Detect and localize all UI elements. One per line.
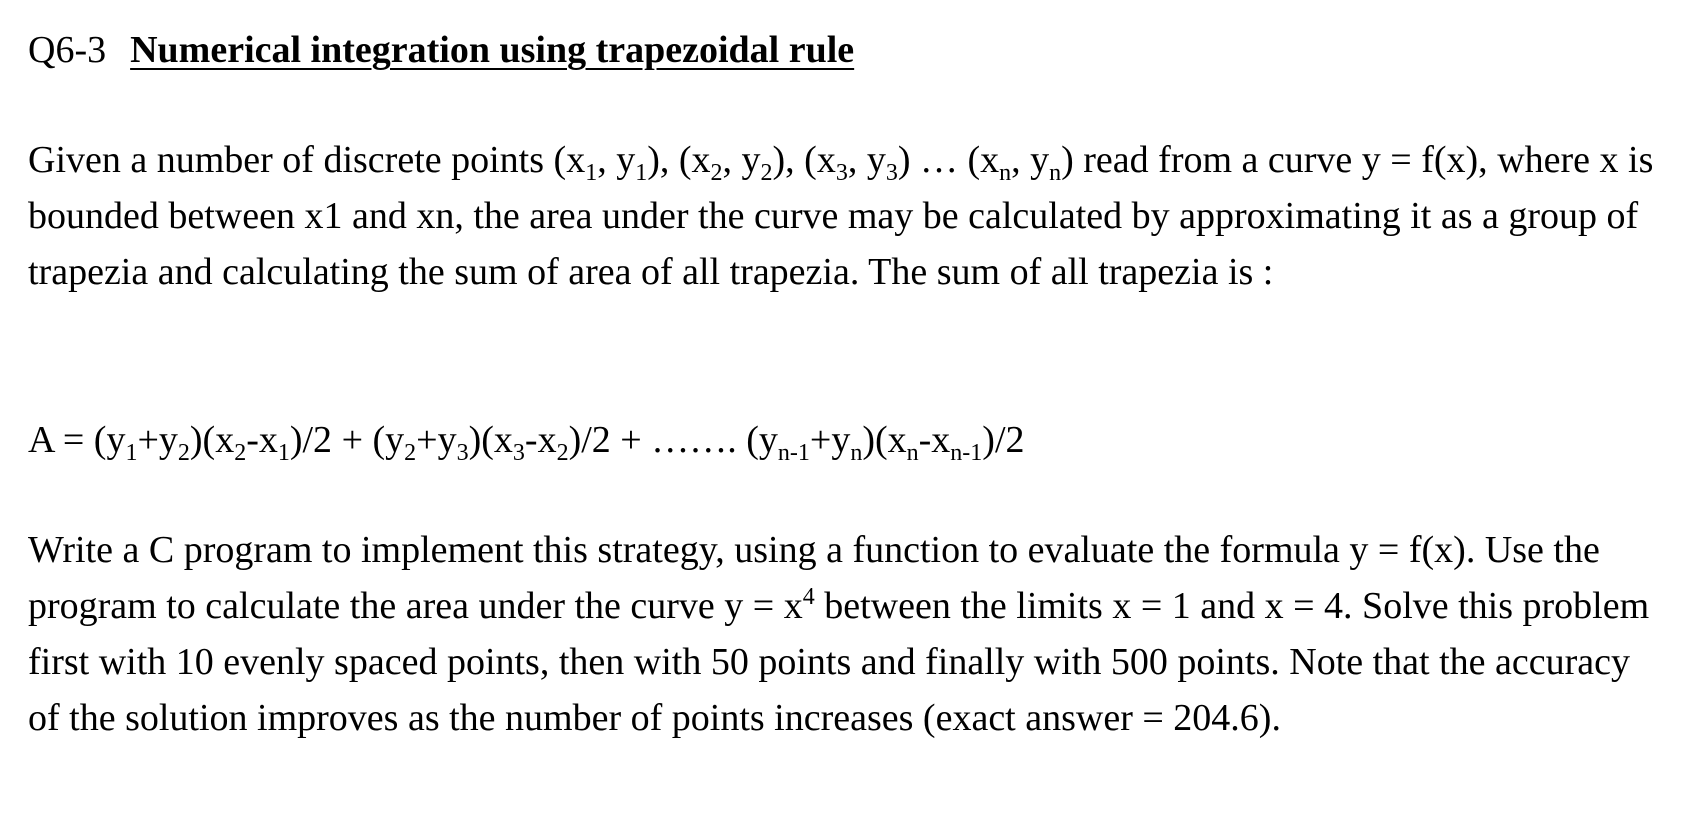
question-heading [28, 22, 1668, 78]
line1-rest-text: read from a curve y = f(x), [1083, 139, 1488, 181]
ellipsis: … [919, 139, 958, 181]
document-page [28, 22, 1668, 739]
exponent: 4 [802, 584, 815, 610]
formula-term-n: $(y_{n-1}+y_n)(x_n-x_{n-1})/2$ [746, 419, 1025, 466]
point-3: ($x_3$, $y_3$) [804, 139, 911, 186]
formula-term-2: $(y_2+y_3)(x_3-x_2)/2$ [372, 419, 611, 466]
intro-text: Given a number of discrete points [28, 139, 545, 181]
task-text-part1: Write a C program to implement this strategy, using a function to evaluate the formula y = f(x). Use the program to calculate the area under the curve y = x [28, 529, 1600, 627]
task-paragraph [28, 522, 1668, 746]
formula-term-1: $(y_1+y_2)(x_2-x_1)/2$ [93, 419, 333, 466]
question-title: Numerical integration using trapezoidal rule [130, 29, 855, 71]
point-1: ($x_1$, $y_1$), [553, 139, 670, 186]
question-number: Q6-3 [28, 29, 107, 71]
problem-description-paragraph [28, 132, 1668, 300]
task-text-part2: between the limits x = 1 and x = 4. Solve this problem first with 10 evenly spaced points, then with 50 points and finally with 500 points. Note that the accuracy of the solution improves as the number of points increases (exact answer = 204.6). [28, 585, 1650, 739]
rest-text: where x is bounded between x1 and xn, the area under the curve may be calculated by approximating it as a group of trapezia and calculating the sum of area of all trapezia. The sum of all trapezia is : [28, 139, 1654, 293]
trapezoid-formula: $A = (y_1+y_2)(x_2-x_1)/2 + (y_2+y_3)(x_3-x_2)/2$ + ……. $(y_{n-1}+y_n)(x_n-x_{n-1})/2$ [28, 419, 1025, 466]
point-n: ($x_n$, $y_n$) [967, 139, 1074, 186]
point-2: ($x_2$, $y_2$), [678, 139, 795, 186]
